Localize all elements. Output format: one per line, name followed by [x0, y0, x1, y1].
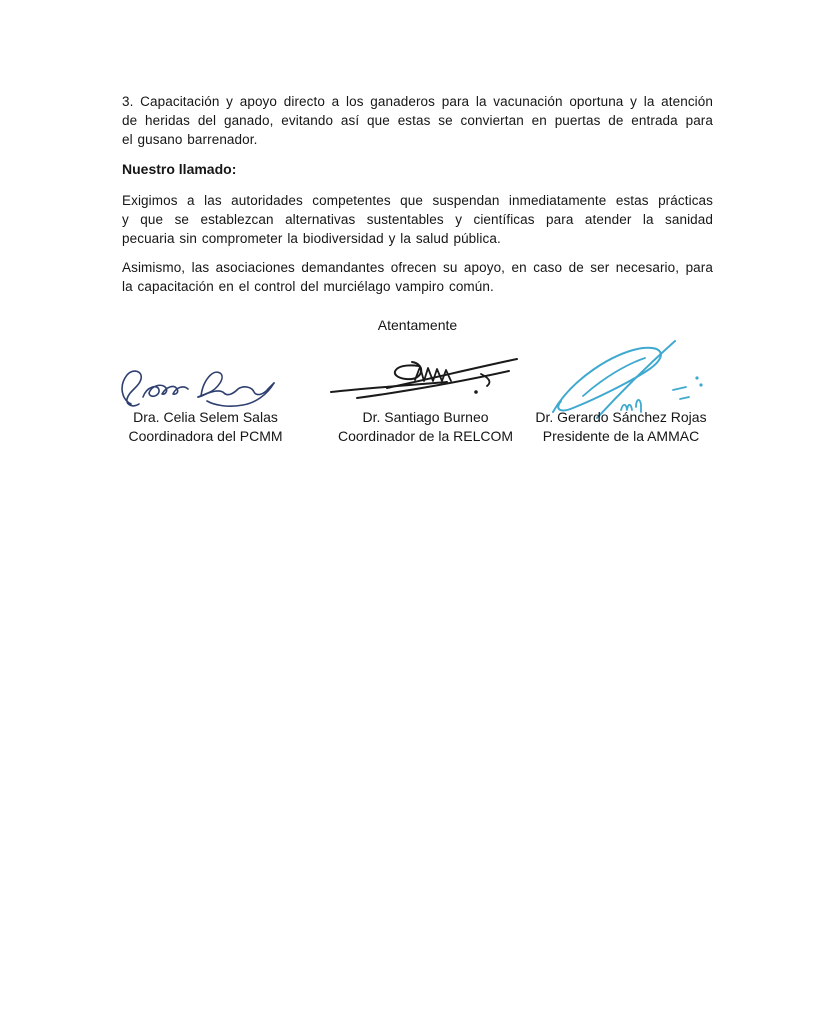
signatory-role: Coordinador de la RELCOM — [337, 428, 514, 444]
signatory-name: Dr. Gerardo Sánchez Rojas — [535, 409, 707, 425]
text-line: 3. Capacitación y apoyo directo a los ganaderos para la vacunación oportuna y la atención — [122, 94, 713, 109]
signature-block-santiago-burneo — [323, 338, 528, 446]
text-line: la capacitación en el control del murciélago vampiro común. — [122, 279, 494, 294]
signature-santiago-burneo-icon — [329, 352, 521, 404]
text-line: Asimismo, las asociaciones demandantes ofrecen su apoyo, en caso de ser necesario, para — [122, 260, 713, 275]
signatory-role: Coordinadora del PCMM — [128, 428, 283, 444]
text-line: y que se establezcan alternativas sustentables y científicas para atender la sanidad — [122, 212, 713, 227]
signatory-name: Dr. Santiago Burneo — [362, 409, 489, 425]
signature-block-gerardo-sanchez — [521, 338, 721, 446]
signature-area — [323, 338, 528, 408]
paragraph-support — [122, 258, 713, 296]
text-line: Exigimos a las autoridades competentes que suspendan inmediatamente estas prácticas — [122, 193, 713, 208]
signatory-name: Dra. Celia Selem Salas — [133, 409, 278, 425]
signature-block-celia-selem — [113, 338, 298, 446]
paragraph-item3 — [122, 92, 713, 149]
signature-celia-selem-icon — [117, 362, 289, 410]
text-line: de heridas del ganado, evitando así que estas se conviertan en puertas de entrada para — [122, 113, 713, 128]
closing-salutation: Atentamente — [377, 317, 458, 333]
text-line: el gusano barrenador. — [122, 132, 258, 147]
signatory-role: Presidente de la AMMAC — [542, 428, 700, 444]
signature-area — [113, 338, 298, 408]
paragraph-demand — [122, 191, 713, 248]
signature-area — [521, 338, 721, 408]
text-line: pecuaria sin comprometer la biodiversidad y la salud pública. — [122, 231, 501, 246]
letter-body — [122, 92, 713, 296]
section-heading: Nuestro llamado: — [122, 161, 237, 177]
